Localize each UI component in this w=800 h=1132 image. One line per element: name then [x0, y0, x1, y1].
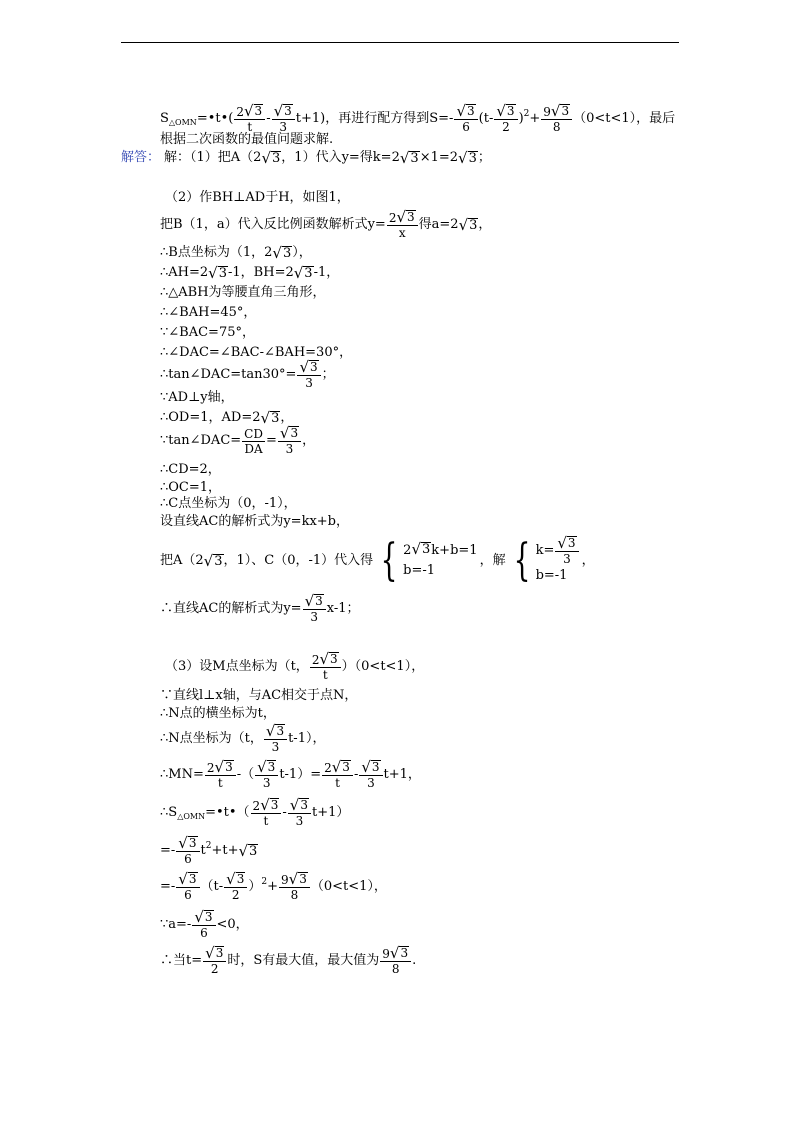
header-rule [121, 42, 679, 43]
solution-line-26: ∴MN= 2 √ 3 t -（ √ 3 3 t-1）= 2 √ 3 t - √ 3 3 t+1， [160, 758, 421, 790]
solution-line-29: =- √ 3 6 （t- √ 3 2 ）$^2$+ 9 √ 3 8 （0<t<1）， [160, 870, 387, 902]
solution-line-13: ∵AD⊥y轴， [160, 390, 234, 405]
solution-line-7: ∴AH=2 √ 3 -1，BH=2 √ 3 -1， [160, 264, 340, 282]
solution-line-16: ∴CD=2， [160, 462, 221, 477]
solution-line-31: ∴当t= √ 3 2 时，S有最大值，最大值为 9 √ 3 8 . [160, 944, 417, 976]
solution-line-30: ∵a=- √ 3 6 <0， [160, 908, 249, 940]
solution-line-15: ∵tan∠DAC= $\frac{CD}{DA}$ = √ 3 3 ， [160, 424, 316, 456]
solution-line-18: ∴C点坐标为（0，-1）， [160, 496, 297, 511]
solution-line-23: ∵直线l⊥x轴，与AC相交于点N， [160, 688, 358, 703]
solution-line-19: 设直线AC的解析式为y=kx+b， [160, 514, 349, 529]
solution-line-5: 把B（1，a）代入反比例函数解析式y= 2 √ 3 x 得a=2 √ 3 ， [160, 208, 492, 240]
solution-line-27: $\therefore S_{\triangle OMN}=•t•$（ 2 √ 3 t - √ 3 3 t+1） [160, 796, 350, 828]
solution-line-25: ∴N点坐标为（t， √ 3 3 t-1）， [160, 722, 326, 754]
answer-label: 解答： [121, 150, 161, 165]
solution-line-12: ∴tan∠DAC=tan30°= √ 3 3 ； [160, 358, 335, 390]
equation-system-2: { k= √ 3 3 b=-1 [508, 536, 580, 586]
solution-line-24: ∴N点的横坐标为t， [160, 706, 276, 721]
solution-line-11: ∴∠DAC=∠BAC-∠BAH=30°， [160, 345, 353, 360]
solution-line-4: （2）作BH⊥AD于H，如图1， [165, 190, 350, 205]
equation-system-1: { 2 √ 3 k+b=1 b=-1 [380, 535, 478, 586]
solution-line-6: ∴B点坐标为（1，2 √ 3 ）， [160, 244, 312, 262]
solution-line-20: 把A（2 √ 3 ，1）、C（0，-1）代入得 { 2 √ 3 k+b=1 b=-1 ，解 { k= √ 3 3 b=-1 ， [160, 534, 595, 586]
solution-line-2: 根据二次函数的最值问题求解. [160, 132, 334, 147]
solution-line-9: ∴∠BAH=45°， [160, 305, 257, 320]
solution-line-1: $S_{\triangle OMN}=•t•$( 2 √ 3 t - √ 3 3 t+1)，再进行配方得到S=- √ 3 6 (t- √ 3 2 )$^2$+ 9 √ 3 8 （0<t<1），最后 [160, 102, 676, 134]
solution-line-21: ∴直线AC的解析式为y= √ 3 3 x-1； [160, 592, 360, 624]
solution-line-17: ∴OC=1， [160, 480, 222, 495]
solution-line-14: ∴OD=1，AD=2 √ 3 ， [160, 409, 294, 427]
solution-line-3: 解答： 解：（1）把A（2 √ 3 ，1）代入y=得k=2 √ 3 ×1=2 √ 3 ； [121, 149, 491, 167]
solution-line-8: ∴△ABH为等腰直角三角形， [160, 285, 326, 300]
solution-line-28: =- √ 3 6 $t^2+t+$ √ 3 [160, 834, 258, 866]
solution-line-22: （3）设M点坐标为（t， 2 √ 3 t ）（0<t<1）， [165, 650, 425, 682]
solution-line-10: ∵∠BAC=75°， [160, 325, 255, 340]
